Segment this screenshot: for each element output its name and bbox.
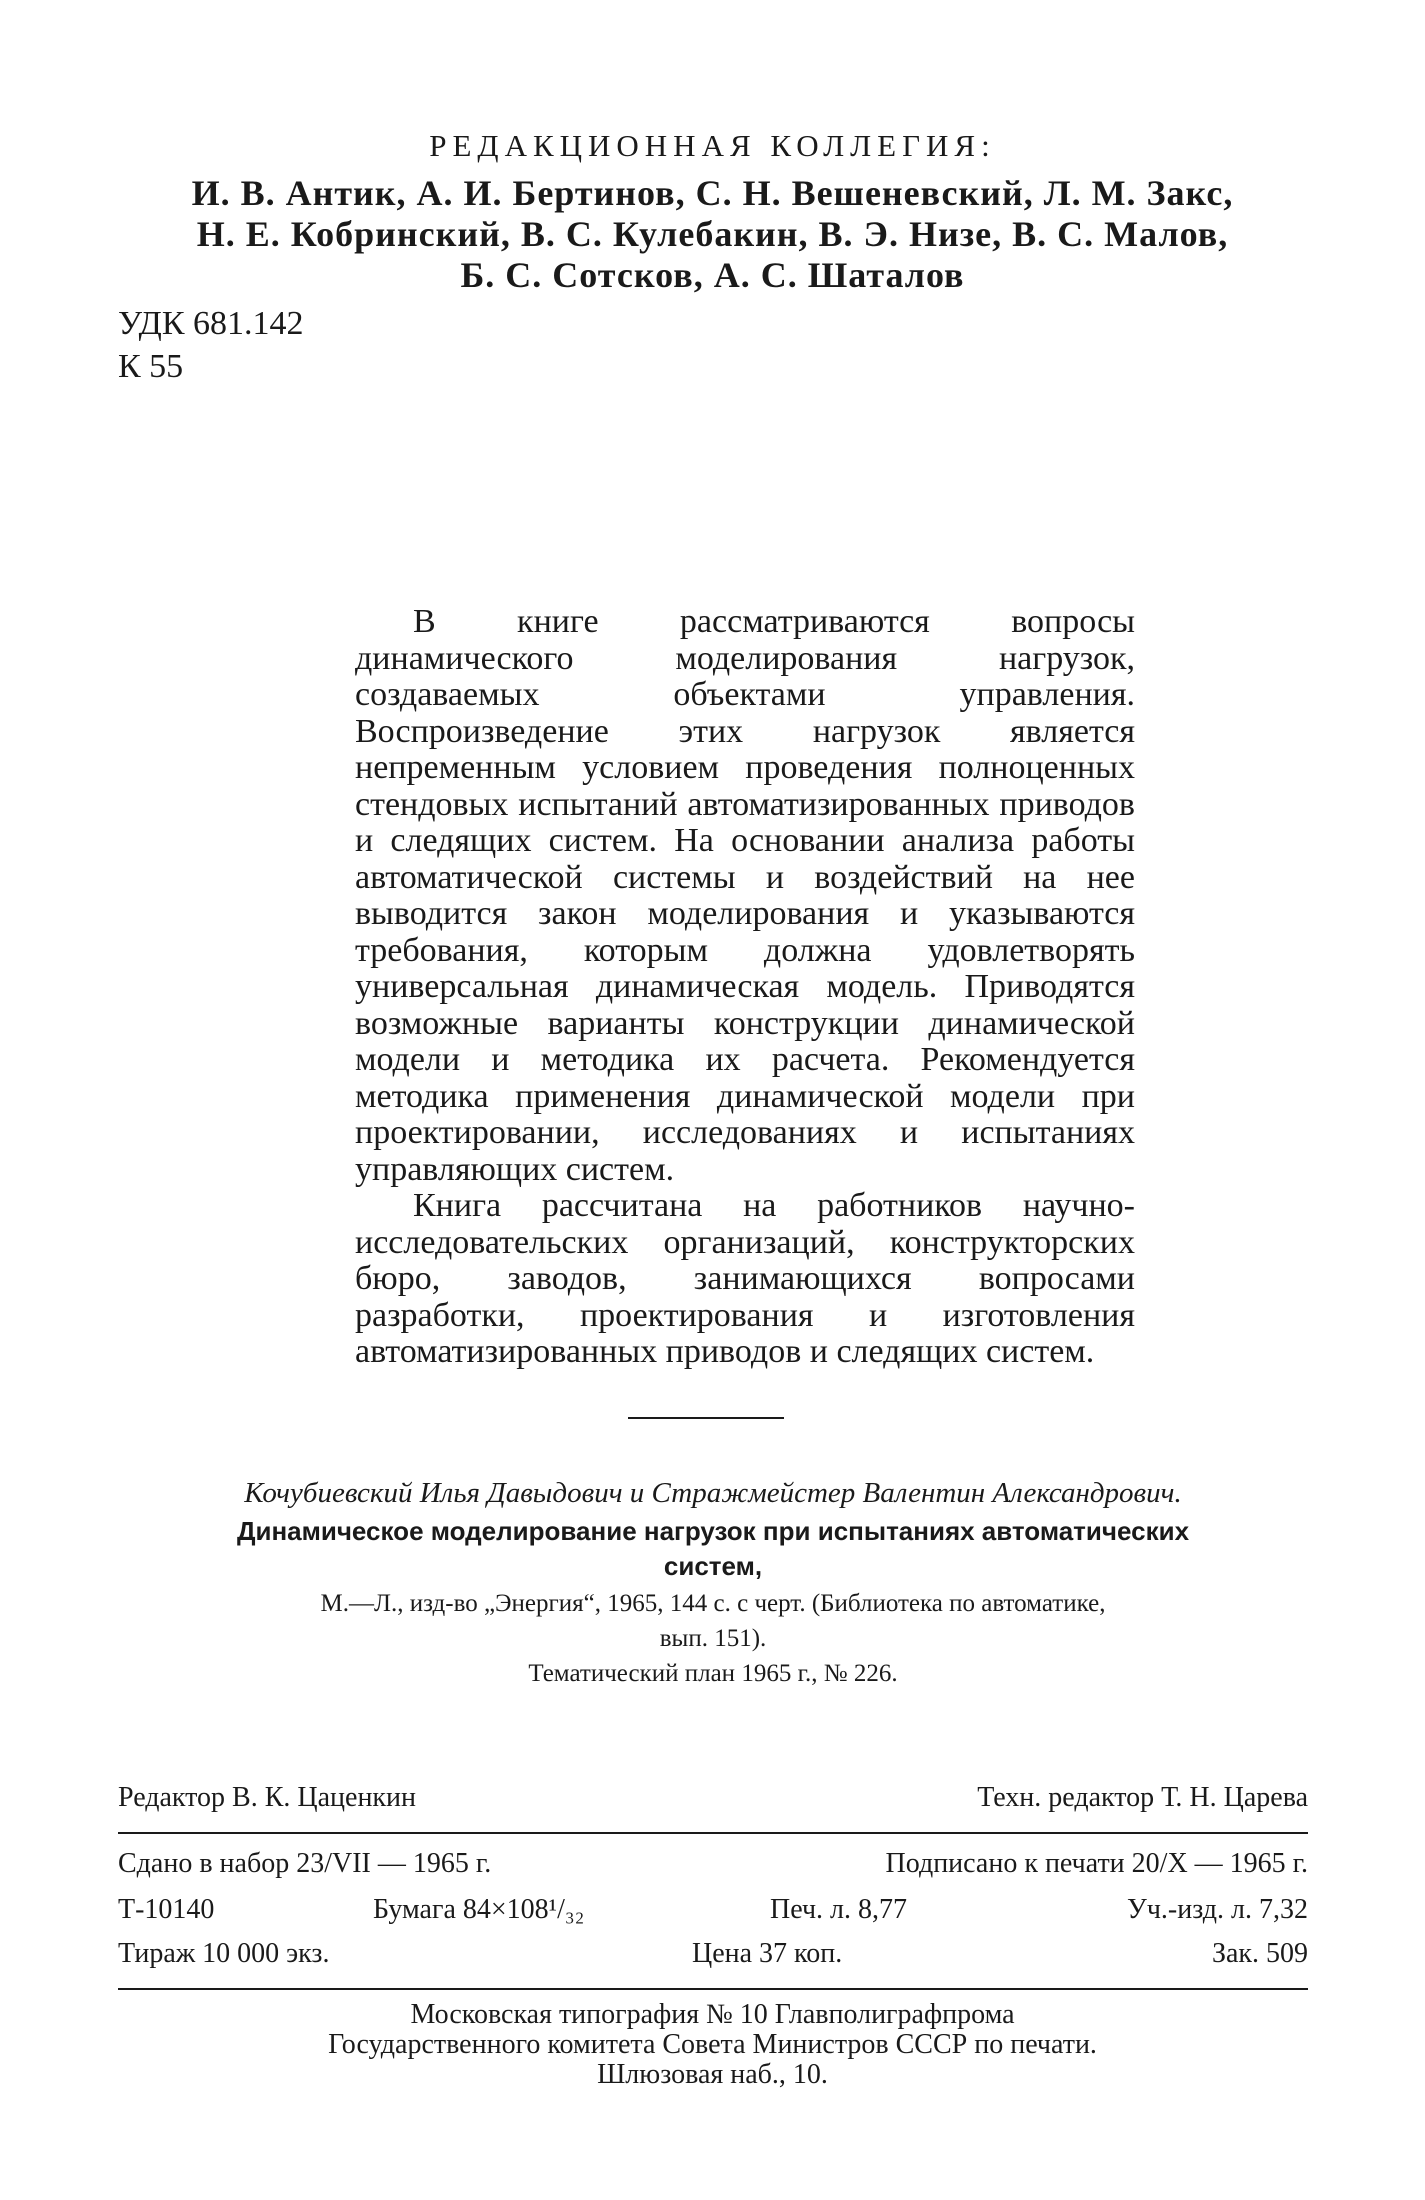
print-run: Тираж 10 000 экз. [118, 1938, 330, 1969]
sent-to-typesetting: Сдано в набор 23/VII — 1965 г. [118, 1848, 492, 1879]
printer-line-1: Московская типография № 10 Главполиграфпрома [410, 1999, 1015, 2030]
credits-rule [118, 1832, 1308, 1834]
catalog-title-line-2: систем, [663, 1551, 763, 1581]
editorial-board-line-3: Б. С. Сотсков, А. С. Шаталов [460, 255, 965, 295]
catalog-title-line-1: Динамическое моделирование нагрузок при испытаниях автоматических [236, 1516, 1190, 1546]
editorial-board-line-1: И. В. Антик, А. И. Бертинов, С. Н. Вешеневский, Л. М. Закс, [191, 173, 1234, 213]
tech-editor-credit: Техн. редактор Т. Н. Царева [977, 1782, 1308, 1813]
catalog-imprint-line-2: вып. 151). [659, 1625, 767, 1652]
order-number: Зак. 509 [1211, 1938, 1308, 1969]
print-info-row-1 [118, 1848, 1308, 1884]
print-info-row-3 [118, 1938, 1308, 1974]
abstract-paragraph-2: Книга рассчитана на работников научно-исследовательских организаций, конструкторских бюро, заводов, занимающихся вопросами разработки, проектирования и изготовления автоматизированных приводов и следящих систем. [355, 1187, 1135, 1370]
price: Цена 37 коп. [692, 1938, 843, 1969]
editor-credit: Редактор В. К. Цаценкин [118, 1782, 417, 1813]
separator-rule [628, 1417, 784, 1419]
catalog-thematic-plan: Тематический план 1965 г., № 226. [528, 1660, 898, 1687]
paper-format: Бумага 84×108¹/₃₂ [373, 1894, 585, 1925]
editorial-board-heading: РЕДАКЦИОННАЯ КОЛЛЕГИЯ: [429, 128, 996, 163]
censor-code: Т-10140 [118, 1894, 215, 1925]
print-info-rule [118, 1988, 1308, 1990]
library-index: К 55 [118, 348, 184, 385]
catalog-card [118, 1476, 1308, 1691]
credits-row [118, 1782, 1308, 1818]
abstract [355, 604, 1135, 1371]
signed-for-print: Подписано к печати 20/X — 1965 г. [885, 1848, 1308, 1879]
printer-line-2: Государственного комитета Совета Министров СССР по печати. [328, 2029, 1097, 2060]
printer-line-3: Шлюзовая наб., 10. [597, 2059, 828, 2090]
catalog-imprint-line-1: М.—Л., изд-во „Энергия“, 1965, 144 с. с черт. (Библиотека по автоматике, [320, 1590, 1106, 1617]
print-info-row-2 [118, 1894, 1308, 1930]
catalog-authors: Кочубиевский Илья Давыдович и Стражмейстер Валентин Александрович. [244, 1477, 1182, 1509]
publisher-sheets: Уч.-изд. л. 7,32 [1127, 1894, 1308, 1925]
abstract-paragraph-1: В книге рассматриваются вопросы динамического моделирования нагрузок, создаваемых объектами управления. Воспроизведение этих нагрузок является непременным условием проведения полноценных стендовых испытаний автоматизированных приводов и следящих систем. На основании анализа работы автоматической системы и воздействий на нее выводится закон моделирования и указываются требования, которым должна удовлетворять универсальная динамическая модель. Приводятся возможные варианты конструкции динамической модели и методика их расчета. Рекомендуется методика применения динамической модели при проектировании, исследованиях и испытаниях управляющих систем. [355, 603, 1135, 1188]
udc-code: УДК 681.142 [118, 305, 304, 342]
printed-sheets: Печ. л. 8,77 [770, 1894, 908, 1925]
editorial-board-line-2: Н. Е. Кобринский, В. С. Кулебакин, В. Э. Низе, В. С. Малов, [196, 214, 1229, 254]
